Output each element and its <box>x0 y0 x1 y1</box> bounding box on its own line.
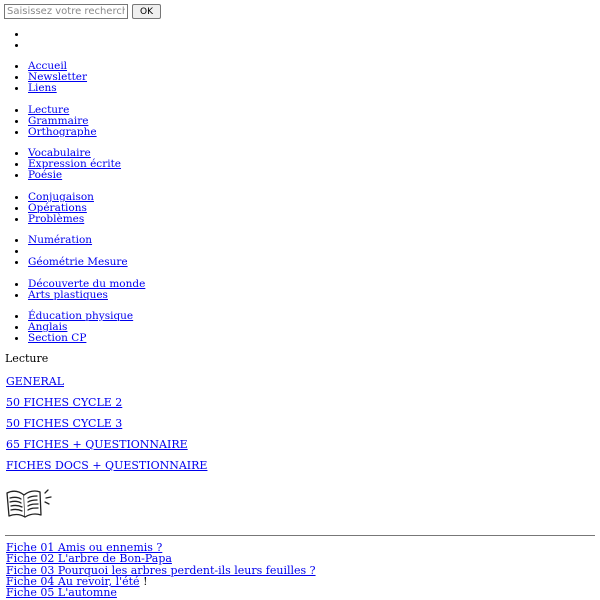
category-link-fiches-docs-questionnaire[interactable]: FICHES DOCS + QUESTIONNAIRE <box>6 459 208 472</box>
nav-group-top <box>0 28 28 50</box>
nav-link-numeration[interactable]: Numération <box>28 234 93 246</box>
fiches-list <box>6 542 316 598</box>
nav-link-arts-plastiques[interactable]: Arts plastiques <box>28 289 108 301</box>
nav-link-grammaire[interactable]: Grammaire <box>28 115 89 127</box>
search-form <box>4 4 161 19</box>
nav-link-education-physique[interactable]: Éducation physique <box>28 310 134 322</box>
category-link-50-fiches-cycle-3[interactable]: 50 FICHES CYCLE 3 <box>6 417 123 430</box>
search-input[interactable] <box>4 4 128 19</box>
open-book-icon <box>5 487 53 523</box>
fiche-link[interactable]: Fiche 01 Amis ou ennemis ? <box>6 541 163 554</box>
nav-group-maths-2 <box>0 234 128 267</box>
nav-group-autres <box>0 310 133 343</box>
nav-link-orthographe[interactable]: Orthographe <box>28 126 97 138</box>
nav-link-anglais[interactable]: Anglais <box>28 321 68 333</box>
nav-link-geometrie-mesure[interactable]: Géométrie Mesure <box>28 256 128 268</box>
nav-link-decouverte-du-monde[interactable]: Découverte du monde <box>28 278 146 290</box>
category-link-65-fiches-questionnaire[interactable]: 65 FICHES + QUESTIONNAIRE <box>6 438 188 451</box>
nav-link-newsletter[interactable]: Newsletter <box>28 71 88 83</box>
fiche-link[interactable]: Fiche 03 Pourquoi les arbres perdent-ils leurs feuilles ? <box>6 563 316 577</box>
nav-link-accueil[interactable]: Accueil <box>28 60 68 72</box>
nav-link-section-cp[interactable]: Section CP <box>28 332 87 344</box>
fiche-suffix: ! <box>139 574 148 588</box>
nav-group-monde <box>0 278 145 300</box>
nav-group-general <box>0 60 87 93</box>
nav-link-expression-ecrite[interactable]: Expression écrite <box>28 158 122 170</box>
category-link-50-fiches-cycle-2[interactable]: 50 FICHES CYCLE 2 <box>6 396 123 409</box>
nav-link-problemes[interactable]: Problèmes <box>28 213 85 225</box>
section-title: Lecture <box>5 352 49 365</box>
category-link-general[interactable]: GENERAL <box>6 375 65 388</box>
fiche-link[interactable]: Fiche 04 Au revoir, l'été <box>6 574 140 588</box>
nav-group-maths-1 <box>0 191 94 224</box>
fiche-link[interactable]: Fiche 05 L'automne <box>6 586 117 600</box>
nav-empty-item <box>28 245 128 256</box>
nav-link-vocabulaire[interactable]: Vocabulaire <box>28 147 91 159</box>
nav-group-francais-2 <box>0 147 121 180</box>
fiche-link[interactable]: Fiche 02 L'arbre de Bon-Papa <box>6 552 172 566</box>
nav-link-poesie[interactable]: Poésie <box>28 169 63 181</box>
nav-group-francais-1 <box>0 104 97 137</box>
nav-link-lecture[interactable]: Lecture <box>28 104 70 116</box>
list-item <box>6 587 316 598</box>
nav-link-liens[interactable]: Liens <box>28 82 57 94</box>
divider <box>5 535 595 536</box>
search-ok-button[interactable]: OK <box>132 4 161 19</box>
nav-link-operations[interactable]: Opérations <box>28 202 87 214</box>
nav-link-conjugaison[interactable]: Conjugaison <box>28 191 94 203</box>
